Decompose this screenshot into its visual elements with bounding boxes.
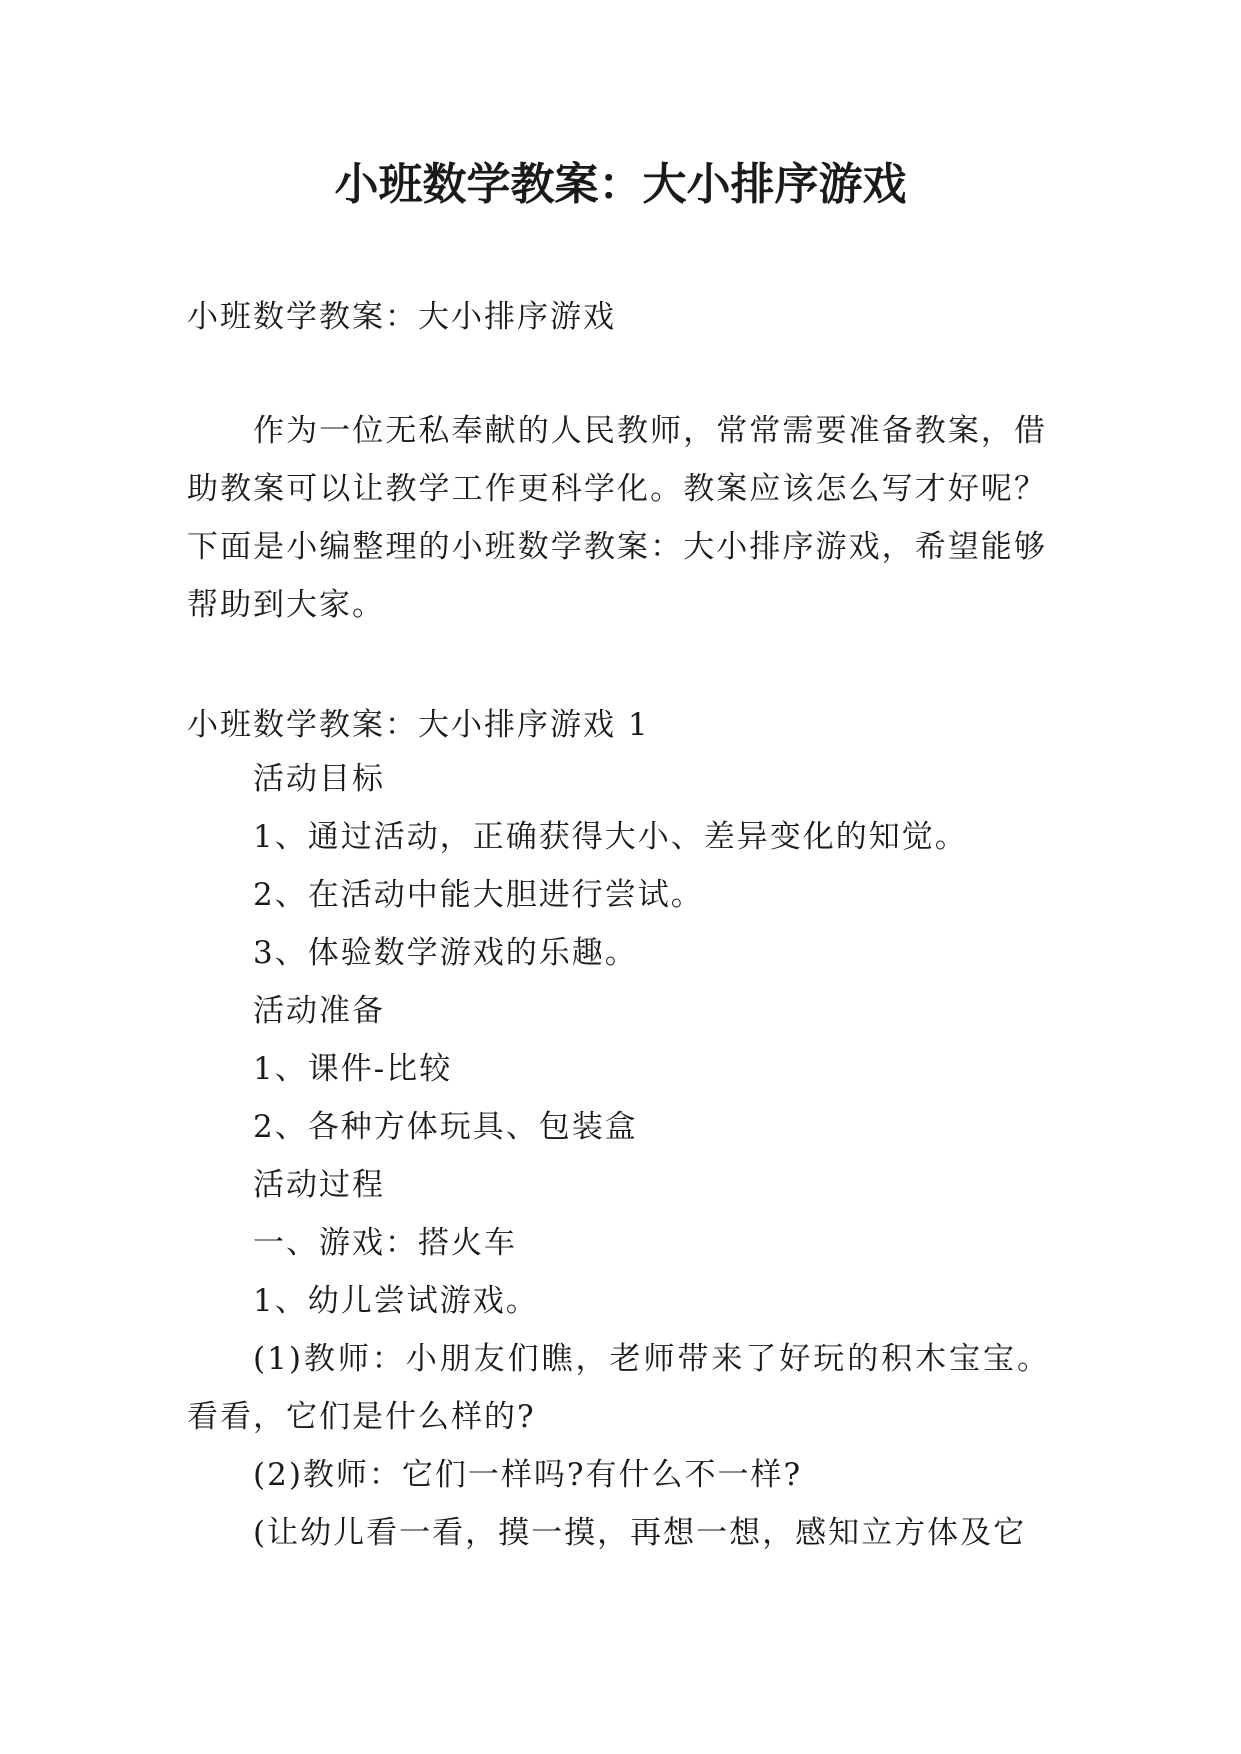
teacher-prompt-2: (2)教师：它们一样吗?有什么不一样? [253,1457,803,1493]
heading-activity-preparation: 活动准备 [253,993,385,1029]
preparation-item-1: 1、课件-比较 [253,1051,453,1087]
goal-item-3: 3、体验数学游戏的乐趣。 [253,935,638,971]
lesson-content [187,750,1050,1562]
teacher-prompt-1: (1)教师：小朋友们瞧，老师带来了好玩的积木宝宝。看看，它们是什么样的? [187,1341,1050,1435]
goal-item-1: 1、通过活动，正确获得大小、差异变化的知觉。 [253,819,968,855]
instruction-note: (让幼儿看一看，摸一摸，再想一想，感知立方体及它 [253,1515,1027,1551]
goal-item-2: 2、在活动中能大胆进行尝试。 [253,877,704,913]
heading-activity-goals: 活动目标 [253,761,385,797]
preparation-item-2: 2、各种方体玩具、包装盒 [253,1109,638,1145]
section-heading: 小班数学教案：大小排序游戏 1 [187,707,650,743]
process-substep-1: 1、幼儿尝试游戏。 [253,1283,539,1319]
document-subtitle: 小班数学教案：大小排序游戏 [187,299,616,335]
process-step-game: 一、游戏：搭火车 [253,1225,517,1261]
intro-paragraph: 作为一位无私奉献的人民教师，常常需要准备教案，借助教案可以让教学工作更科学化。教案应该怎么写才好呢？下面是小编整理的小班数学教案：大小排序游戏，希望能够帮助到大家。 [187,413,1047,623]
heading-activity-process: 活动过程 [253,1167,385,1203]
document-title: 小班数学教案：大小排序游戏 [334,159,907,210]
